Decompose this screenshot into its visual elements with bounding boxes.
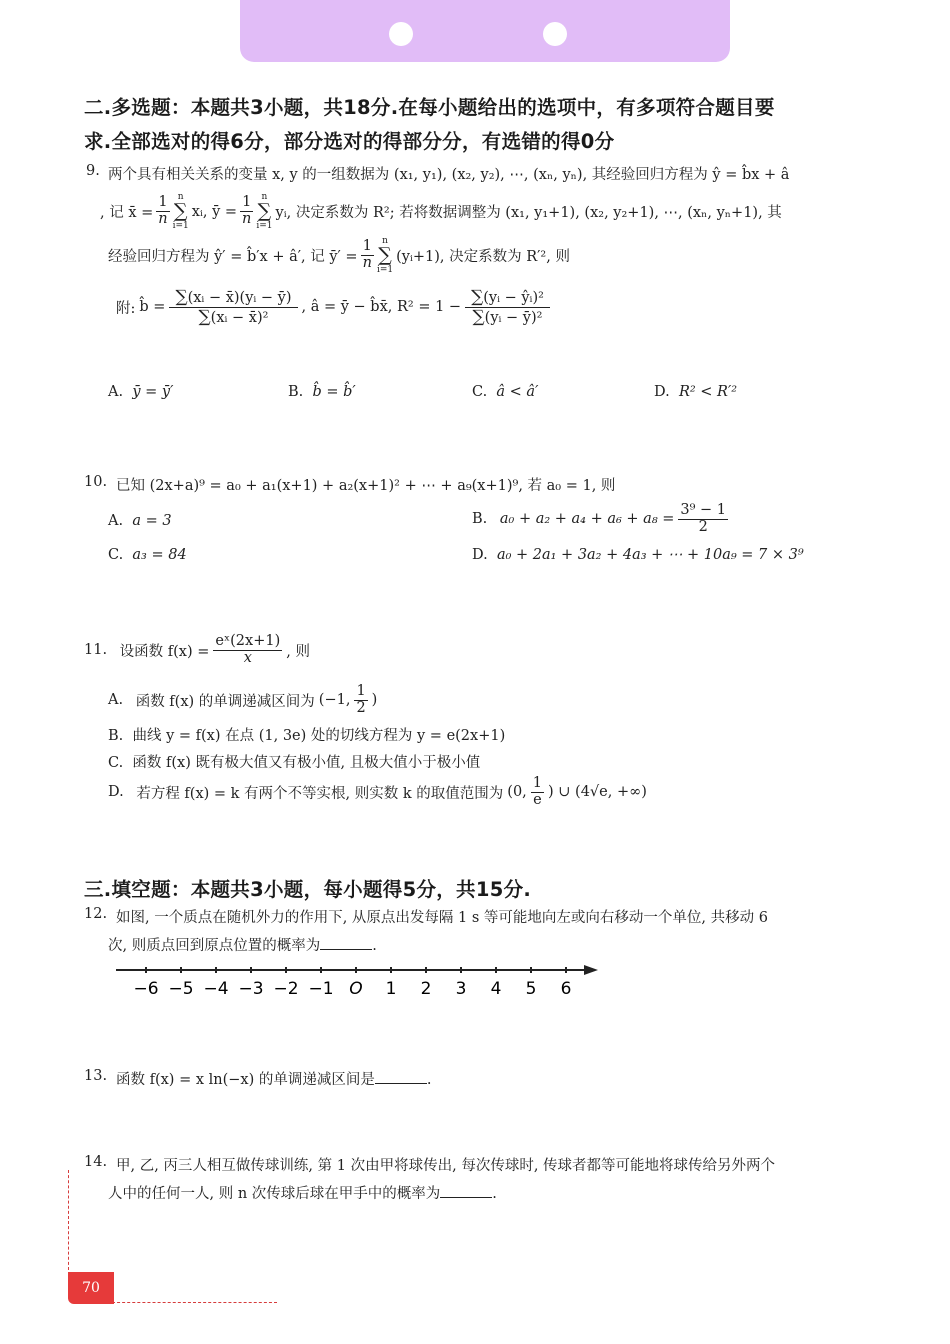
header-tab — [240, 0, 730, 62]
option-label: C. — [108, 547, 124, 563]
answer-blank[interactable] — [375, 1071, 427, 1084]
frac-num: 1 — [362, 238, 372, 255]
q11-stem — [84, 634, 310, 667]
q9-line3 — [108, 236, 570, 275]
frac-1-over-n-2 — [240, 195, 253, 228]
option-text: 函数 f(x) 的单调递减区间为 — [135, 693, 315, 710]
section3-title: 三.填空题：本题共3小题，每小题得5分，共15分. — [84, 878, 532, 901]
frac-den: n — [362, 255, 372, 271]
q11-option-b[interactable] — [108, 724, 505, 745]
interval-left: (0, — [507, 784, 527, 801]
section2-title-line2: 求.全部选对的得6分，部分选对的得部分分，有选错的得0分 — [84, 130, 615, 153]
sum-glyph: ∑ — [175, 287, 188, 307]
r2-formula — [465, 288, 550, 327]
option-label: B. — [288, 384, 304, 400]
number-line-ticks — [133, 967, 571, 999]
option-label: B. — [108, 728, 124, 744]
q11-a-frac — [354, 684, 367, 717]
q10-option-b[interactable] — [472, 503, 728, 536]
q11-stem-a: 设函数 f(x) = — [119, 643, 210, 660]
q11-stem-b: , 则 — [286, 643, 310, 660]
q11-option-d[interactable] — [108, 776, 647, 809]
b-hat-num-text: (xᵢ − x̄)(yᵢ − ȳ) — [187, 290, 292, 306]
option-text: b̂ = b̂′ — [312, 384, 356, 400]
sum-top: n — [382, 236, 388, 246]
margin-dashed-line — [68, 1170, 69, 1270]
option-label: D. — [108, 784, 124, 801]
frac-num: 1 — [158, 194, 168, 211]
frac-1-over-n — [156, 195, 169, 228]
tick-label: 4 — [490, 979, 502, 999]
tick-label: 1 — [385, 979, 397, 999]
q14-line2-text: 人中的任何一人, 则 n 次传球后球在甲手中的概率为 — [108, 1186, 441, 1202]
q9-line2a: , 记 x̄ = — [100, 205, 154, 221]
b-hat-den-text: (xᵢ − x̄)² — [210, 309, 269, 326]
sum-glyph: ∑ — [378, 244, 392, 266]
option-label: C. — [108, 755, 124, 771]
option-text: a₃ = 84 — [132, 547, 187, 563]
option-label: C. — [472, 384, 488, 400]
q9-option-d[interactable] — [654, 384, 737, 400]
q9-attachment — [116, 288, 550, 327]
frac-num: 1 — [532, 775, 543, 791]
frac-den: 2 — [698, 518, 708, 535]
sum-sign — [256, 192, 272, 231]
tick-label: −5 — [168, 979, 194, 999]
q9-number: 9. — [86, 163, 100, 179]
frac-num: 3⁹ − 1 — [680, 502, 727, 518]
answer-blank[interactable] — [440, 1185, 492, 1198]
tick-label: O — [349, 979, 363, 999]
page-number: 70 — [68, 1272, 114, 1304]
answer-blank[interactable] — [320, 937, 372, 950]
tick-label: 3 — [455, 979, 467, 999]
sum-bottom: i=1 — [172, 221, 189, 231]
q10-b-frac — [678, 503, 728, 536]
q13-number: 13. — [84, 1068, 108, 1084]
sum-glyph: ∑ — [471, 287, 484, 307]
option-text: ȳ = ȳ′ — [132, 384, 174, 400]
q13-text: 函数 f(x) = x ln(−x) 的单调递减区间是 — [116, 1072, 375, 1088]
sum-sign — [173, 192, 189, 231]
r2-den — [471, 308, 545, 327]
option-text: 函数 f(x) 既有极大值又有极小值, 且极大值小于极小值 — [132, 755, 481, 771]
q11-frac — [213, 634, 282, 667]
attach-label: 附: — [116, 300, 136, 317]
sum-glyph: ∑ — [472, 306, 485, 327]
b-hat-den — [197, 308, 271, 327]
q14-line2-end: . — [492, 1186, 497, 1202]
r2-num — [465, 288, 550, 308]
q12-line2-end: . — [372, 938, 377, 954]
tick-label: 5 — [525, 979, 537, 999]
q13-end: . — [426, 1072, 432, 1088]
frac-den: 2 — [356, 699, 366, 716]
frac-den: e — [533, 791, 542, 808]
sum-glyph: ∑ — [257, 200, 272, 222]
q9-option-b[interactable] — [288, 384, 356, 400]
q9-line3b: (yᵢ+1), 决定系数为 R′², 则 — [396, 249, 570, 265]
tick-label: −4 — [203, 979, 229, 999]
q10-option-a[interactable] — [108, 513, 172, 529]
attach-b: b̂ = — [139, 299, 166, 316]
q10-option-c[interactable] — [108, 547, 187, 563]
frac-num: 1 — [242, 194, 252, 211]
q11-number: 11. — [84, 642, 108, 659]
sum-bottom: i=1 — [256, 221, 273, 231]
sum-sign — [377, 236, 393, 275]
option-label: D. — [654, 384, 670, 400]
frac-den: x — [243, 649, 252, 666]
section2-title-line1: 二.多选题：本题共3小题，共18分.在每小题给出的选项中，有多项符合题目要 — [84, 96, 775, 119]
option-text: a₀ + 2a₁ + 3a₂ + 4a₃ + ⋯ + 10a₉ = 7 × 3⁹ — [496, 547, 804, 563]
q14-number: 14. — [84, 1154, 108, 1170]
r2-den-text: (yᵢ − ȳ)² — [484, 309, 543, 326]
option-label: B. — [472, 511, 488, 528]
option-label: A. — [108, 513, 124, 529]
q11-d-frac — [531, 776, 544, 809]
b-hat-num — [169, 288, 297, 308]
q9-line1: 两个具有相关关系的变量 x, y 的一组数据为 (x₁, y₁), (x₂, y₂), ⋯, (xₙ, yₙ), 其经验回归方程为 ŷ = b̂x + â — [108, 167, 790, 183]
option-text: R² < R′² — [678, 384, 738, 400]
frac-num: 1 — [356, 683, 366, 699]
q10-stem: 已知 (2x+a)⁹ = a₀ + a₁(x+1) + a₂(x+1)² + ⋯ + a₉(x+1)⁹, 若 a₀ = 1, 则 — [116, 478, 616, 494]
q9-option-c[interactable] — [472, 384, 538, 400]
q12-number: 12. — [84, 906, 108, 922]
q10-number: 10. — [84, 474, 108, 490]
sum-bottom: i=1 — [376, 265, 394, 275]
q13-line — [116, 1068, 431, 1089]
tick-label: −3 — [238, 979, 264, 999]
q9-line2c: yᵢ, 决定系数为 R²; 若将数据调整为 (x₁, y₁+1), (x₂, y₂+1), ⋯, (xₙ, yₙ+1), 其 — [275, 205, 782, 221]
tick-label: −2 — [273, 979, 299, 999]
interval-left: (−1, — [318, 692, 351, 709]
number-line — [110, 958, 610, 1004]
option-text: a₀ + a₂ + a₄ + a₆ + a₈ = — [499, 511, 675, 528]
q9-option-a[interactable] — [108, 384, 173, 400]
tick-label: −6 — [133, 979, 159, 999]
option-label: D. — [472, 547, 488, 563]
q14-line1: 甲, 乙, 丙三人相互做传球训练, 第 1 次由甲将球传出, 每次传球时, 传球者都等可能地将球传给另外两个 — [116, 1158, 776, 1174]
interval-right: ) — [371, 692, 378, 709]
option-text: a = 3 — [132, 513, 172, 529]
frac-den: n — [158, 211, 168, 227]
option-text: 曲线 y = f(x) 在点 (1, 3e) 处的切线方程为 y = e(2x+1) — [132, 728, 506, 744]
q12-line1: 如图, 一个质点在随机外力的作用下, 从原点出发每隔 1 s 等可能地向左或向右移动一个单位, 共移动 6 — [116, 910, 768, 926]
r2-num-text: (yᵢ − ŷᵢ)² — [483, 290, 544, 306]
binder-hole-right — [543, 22, 567, 46]
q12-line2-text: 次, 则质点回到原点位置的概率为 — [108, 938, 321, 954]
option-label: A. — [108, 692, 124, 709]
frac-num: eˣ(2x+1) — [215, 633, 281, 649]
b-hat-formula — [169, 288, 297, 327]
tick-label: 6 — [560, 979, 572, 999]
q9-line2 — [100, 192, 782, 231]
frac-1-over-n-3 — [361, 239, 374, 272]
sum-top: n — [177, 192, 184, 202]
option-label: A. — [108, 384, 124, 400]
q10-option-d[interactable] — [472, 547, 804, 563]
tick-label: 2 — [420, 979, 432, 999]
sum-glyph: ∑ — [198, 306, 211, 327]
q9-line2b: xᵢ, ȳ = — [191, 203, 238, 220]
number-line-arrow — [584, 965, 598, 975]
sum-top: n — [261, 192, 268, 202]
attach-mid: , â = ȳ − b̂x̄, R² = 1 − — [301, 299, 462, 316]
q11-option-c[interactable] — [108, 751, 480, 772]
frac-den: n — [242, 211, 252, 227]
q11-option-a[interactable] — [108, 684, 377, 717]
interval-right: ) ∪ (4√e, +∞) — [548, 784, 647, 801]
option-text: â < â′ — [496, 384, 539, 400]
tick-label: −1 — [308, 979, 334, 999]
q12-line2 — [108, 934, 377, 955]
sum-glyph: ∑ — [173, 200, 188, 222]
q9-line3a: 经验回归方程为 ŷ′ = b̂′x + â′, 记 ȳ′ = — [108, 249, 358, 265]
binder-hole-left — [389, 22, 413, 46]
option-text: 若方程 f(x) = k 有两个不等实根, 则实数 k 的取值范围为 — [136, 785, 504, 802]
footer-dashed-line — [112, 1302, 277, 1303]
q14-line2 — [108, 1182, 497, 1203]
